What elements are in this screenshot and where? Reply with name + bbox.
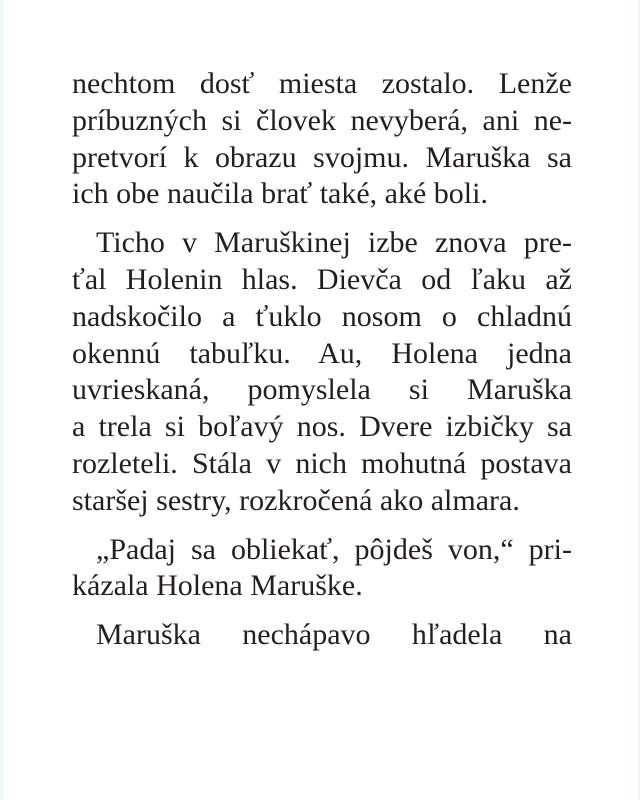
- text-line: Maruška nechápavo hľadela na: [96, 618, 572, 652]
- text-line: ťal Holenin hlas. Dievča od ľaku až: [72, 262, 572, 296]
- text-line: pretvorí k obrazu svojmu. Maruška sa: [72, 140, 572, 174]
- text-line: nechtom dosť miesta zostalo. Lenže: [72, 67, 572, 100]
- text-line: rozleteli. Stála v nich mohutná postava: [72, 446, 572, 480]
- paragraph-2: [72, 225, 572, 519]
- text-line: kázala Holena Maruške.: [72, 569, 363, 603]
- page-edge-left: [0, 0, 3, 800]
- text-line: príbuzných si človek nevyberá, ani ne-: [72, 103, 572, 137]
- paragraph-4: [72, 617, 572, 654]
- text-line: ich obe naučila brať také, aké boli.: [72, 177, 488, 211]
- body-text: [72, 66, 572, 666]
- text-line: okennú tabuľku. Au, Holena jedna: [72, 336, 572, 370]
- text-line: a trela si boľavý nos. Dvere izbičky sa: [72, 410, 572, 444]
- text-line: nadskočilo a ťuklo nosom o chladnú: [72, 299, 572, 333]
- text-line: Ticho v Maruškinej izbe znova pre-: [96, 226, 572, 260]
- paragraph-3: [72, 532, 572, 606]
- text-line: „Padaj sa obliekať, pôjdeš von,“ pri-: [96, 532, 572, 566]
- text-line: uvrieskaná, pomyslela si Maruška: [72, 373, 572, 407]
- paragraph-1: [72, 66, 572, 213]
- text-line: staršej sestry, rozkročená ako almara.: [72, 483, 520, 517]
